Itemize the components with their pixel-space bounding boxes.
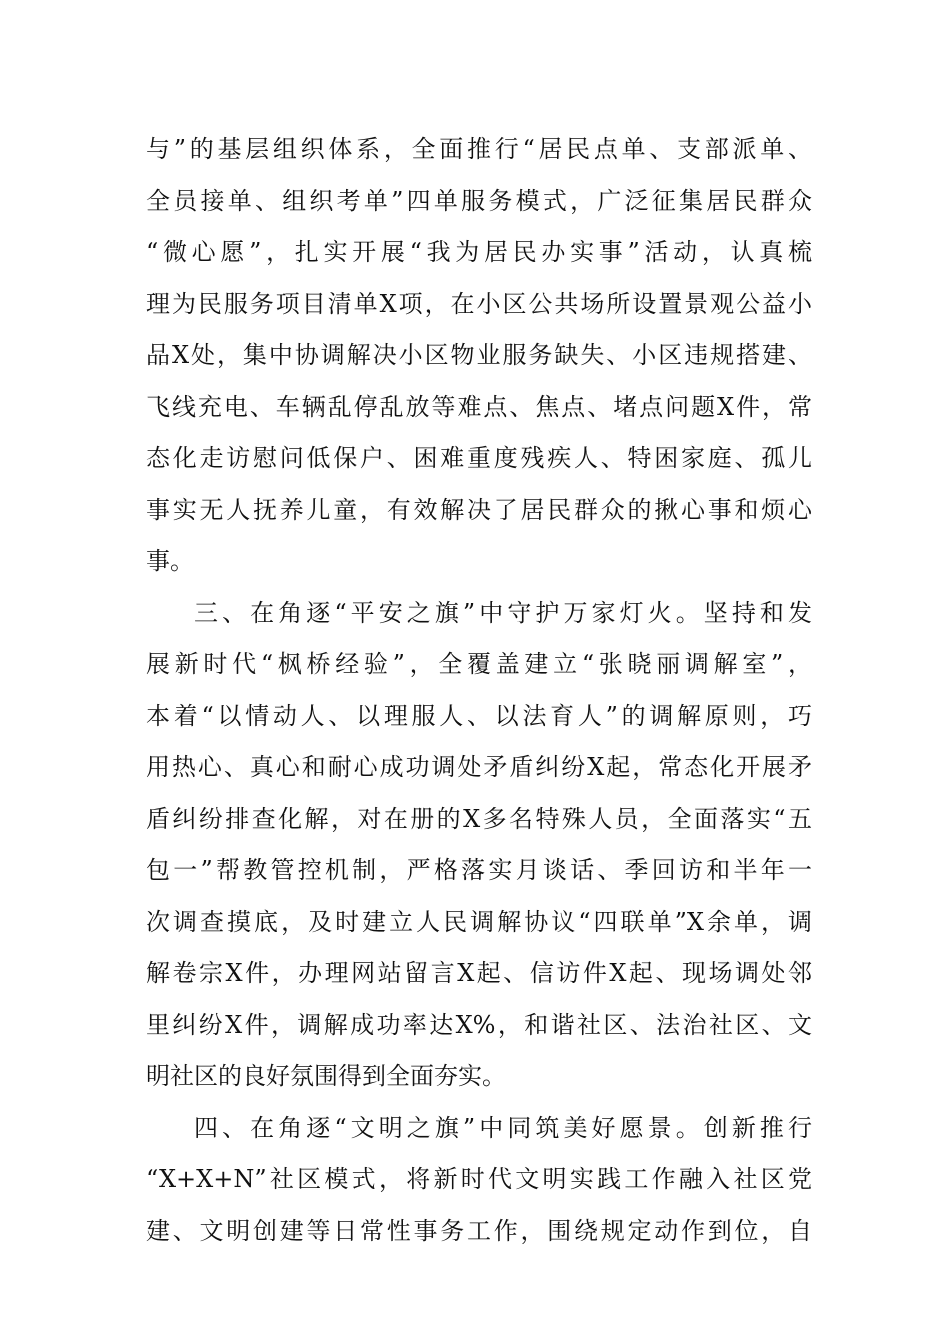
text-line: 建、文明创建等日常性事务工作，围绕规定动作到位，自 [146,1216,812,1245]
text-line: 里纠纷X件，调解成功率达X%，和谐社区、法治社区、文 [146,1010,812,1039]
text-line: 解卷宗X件，办理网站留言X起、信访件X起、现场调处邻 [146,959,812,987]
text-line: 事实无人抚养儿童，有效解决了居民群众的揪心事和烦心 [146,495,812,524]
text-line: 事。 [146,547,194,575]
text-line: 展新时代“枫桥经验”，全覆盖建立“张晓丽调解室”， [146,650,812,678]
text-line: 用热心、真心和耐心成功调处矛盾纠纷X起，常态化开展矛 [146,753,812,781]
paragraph-heading-line: 四、在角逐“文明之旗”中同筑美好愿景。创新推行 [194,1113,812,1142]
text-line: 飞线充电、车辆乱停乱放等难点、焦点、堵点问题X件，常 [146,392,812,421]
text-line: 本着“以情动人、以理服人、以法育人”的调解原则，巧 [146,701,812,730]
text-line: “X+X+N”社区模式，将新时代文明实践工作融入社区党 [146,1165,812,1193]
text-line: 品X处，集中协调解决小区物业服务缺失、小区违规搭建、 [146,341,812,369]
text-line: 态化走访慰问低保户、困难重度残疾人、特困家庭、孤儿 [146,444,812,472]
document-body [146,124,812,1257]
paragraph-heading-line: 三、在角逐“平安之旗”中守护万家灯火。坚持和发 [194,598,812,627]
text-line: 与”的基层组织体系，全面推行“居民点单、支部派单、 [146,135,812,163]
text-line: 次调查摸底，及时建立人民调解协议“四联单”X余单，调 [146,907,812,936]
text-line: 包一”帮教管控机制，严格落实月谈话、季回访和半年一 [146,856,812,884]
text-line: 盾纠纷排查化解，对在册的X多名特殊人员，全面落实“五 [146,804,812,833]
text-line: 理为民服务项目清单X项，在小区公共场所设置景观公益小 [146,289,812,318]
text-line: “微心愿”，扎实开展“我为居民办实事”活动，认真梳 [146,238,812,266]
text-line: 全员接单、组织考单”四单服务模式，广泛征集居民群众 [146,186,812,215]
text-line: 明社区的良好氛围得到全面夯实。 [146,1062,506,1090]
